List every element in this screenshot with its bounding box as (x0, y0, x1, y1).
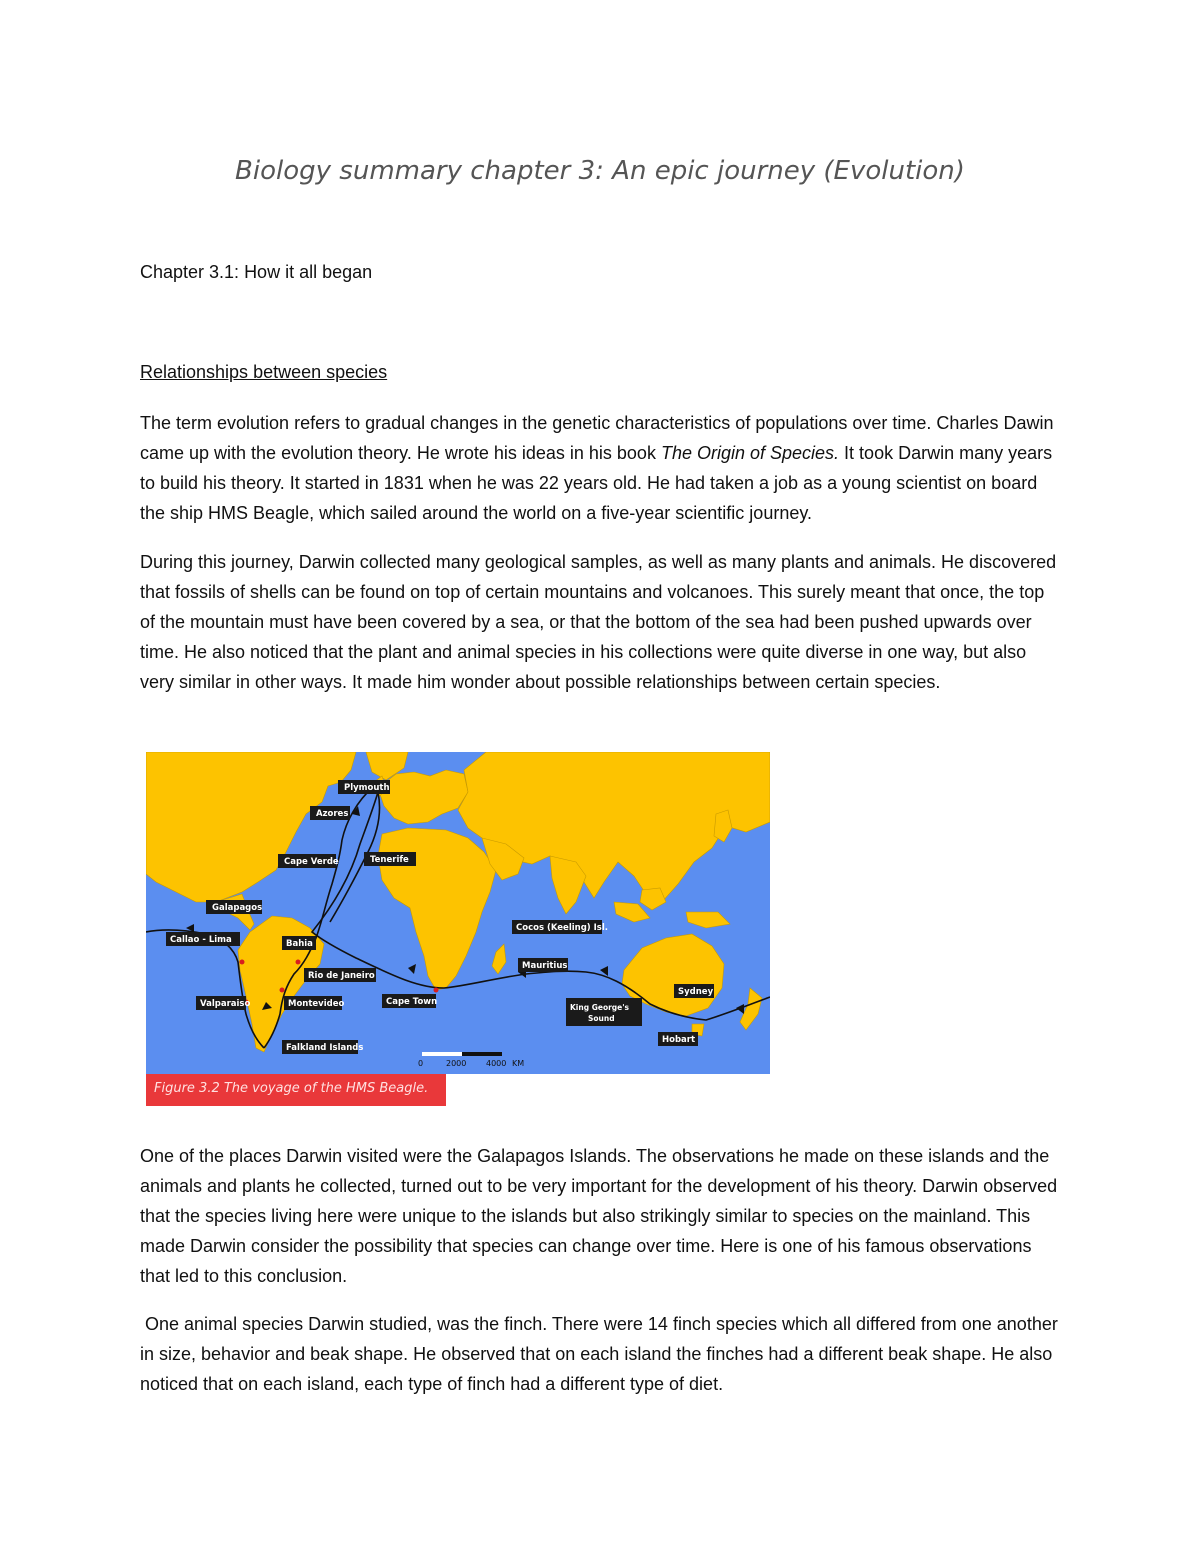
label-mauritius: Mauritius (522, 961, 568, 971)
label-callao-lima: Callao - Lima (170, 935, 232, 945)
port-marker (280, 988, 285, 993)
label-tenerife: Tenerife (370, 855, 409, 865)
figure-caption: Figure 3.2 The voyage of the HMS Beagle. (154, 1081, 429, 1096)
figure-caption-bar (146, 1074, 446, 1106)
paragraph-text: It took Darwin many years to build his theory. It started in 1831 when he was 22 years old. He had taken a job as a young scientist on board the ship HMS Beagle, which sailed around the world on a five-year scientific journey. (140, 443, 1053, 523)
label-falkland: Falkland Islands (286, 1043, 364, 1053)
scale-bar-black (462, 1052, 502, 1056)
label-rio: Rio de Janeiro (308, 971, 375, 981)
world-map (146, 752, 770, 1074)
label-cape-town: Cape Town (386, 997, 438, 1007)
label-cocos: Cocos (Keeling) Isl. (516, 923, 608, 933)
paragraph-galapagos: One of the places Darwin visited were the Galapagos Islands. The observations he made on these islands and the animals and plants he collected, turned out to be very important for the development of his theory. Darwin observed that the species living here were unique to the islands but also strikingly similar to species on the mainland. This made Darwin consider the possibility that species can change over time. Here is one of his famous observations that led to this conclusion. (140, 1146, 1058, 1286)
scale-unit: KM (512, 1059, 525, 1068)
section-heading: Relationships between species (140, 362, 388, 382)
book-title: The Origin of Species. (660, 443, 840, 463)
beagle-voyage-figure (146, 752, 770, 1106)
label-cape-verde: Cape Verde (284, 857, 339, 867)
scale-label-4000: 4000 (486, 1059, 507, 1068)
scale-label-0: 0 (418, 1059, 424, 1068)
label-montevideo: Montevideo (288, 999, 345, 1009)
paragraph-text: The term evolution refers to gradual changes in the genetic characteristics of populations over time. Charles Dawin came up with the evolution theory. He wrote his ideas in his book (140, 413, 1054, 463)
scale-label-2000: 2000 (446, 1059, 467, 1068)
paragraph-finches: One animal species Darwin studied, was the finch. There were 14 finch species which all differed from one another in size, behavior and beak shape. He observed that on each island the finches had a different beak shape. He also noticed that on each island, each type of finch had a different type of diet. (140, 1314, 1063, 1394)
label-azores: Azores (316, 809, 349, 819)
label-sydney: Sydney (678, 987, 714, 997)
paragraph-journey: During this journey, Darwin collected many geological samples, as well as many plants and animals. He discovered that fossils of shells can be found on top of certain mountains and volcanoes. This surely meant that once, the top of the mountain must have been covered by a sea, or that the bottom of the sea had been pushed upwards over time. He also noticed that the plant and animal species in his collections were quite diverse in one way, but also very similar in other ways. It made him wonder about possible relationships between certain species. (140, 552, 1057, 692)
label-bahia: Bahia (286, 939, 313, 949)
document-title: Biology summary chapter 3: An epic journey (Evolution) (235, 156, 965, 186)
label-hobart: Hobart (662, 1035, 696, 1045)
port-marker (434, 988, 439, 993)
label-line: Sound (588, 1014, 615, 1023)
scale-bar-white (422, 1052, 462, 1056)
port-marker (240, 960, 245, 965)
label-galapagos: Galapagos (212, 903, 263, 913)
paragraph-evolution-intro (140, 408, 1060, 528)
port-marker (296, 960, 301, 965)
label-valparaiso: Valparaiso (200, 999, 251, 1009)
label-line: King George's (570, 1003, 630, 1012)
label-plymouth: Plymouth (344, 783, 390, 793)
chapter-heading: Chapter 3.1: How it all began (140, 262, 373, 282)
